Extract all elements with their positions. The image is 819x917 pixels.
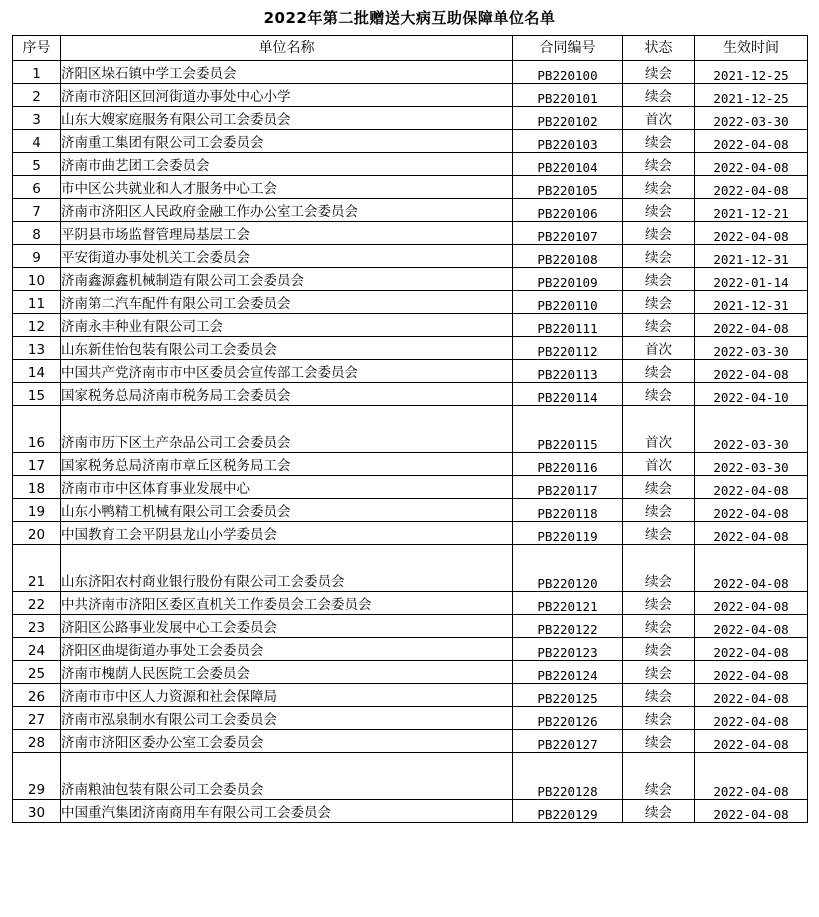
cell-name: 山东大嫂家庭服务有限公司工会委员会	[61, 107, 513, 130]
cell-code: PB220118	[513, 499, 623, 522]
cell-index: 30	[13, 800, 61, 823]
table-row	[13, 314, 808, 337]
cell-status: 续会	[623, 707, 695, 730]
cell-code: PB220103	[513, 130, 623, 153]
cell-status: 续会	[623, 153, 695, 176]
cell-name: 国家税务总局济南市税务局工会委员会	[61, 383, 513, 406]
cell-status: 续会	[623, 753, 695, 800]
cell-status: 续会	[623, 800, 695, 823]
cell-index: 8	[13, 222, 61, 245]
cell-code: PB220123	[513, 638, 623, 661]
table-row	[13, 476, 808, 499]
cell-name: 平安街道办事处机关工会委员会	[61, 245, 513, 268]
cell-index: 11	[13, 291, 61, 314]
table-row	[13, 84, 808, 107]
table-row	[13, 522, 808, 545]
cell-code: PB220111	[513, 314, 623, 337]
cell-date: 2022-04-08	[695, 499, 808, 522]
table-row	[13, 199, 808, 222]
cell-code: PB220101	[513, 84, 623, 107]
cell-date: 2022-04-08	[695, 360, 808, 383]
cell-code: PB220115	[513, 406, 623, 453]
cell-code: PB220126	[513, 707, 623, 730]
cell-name: 中国共产党济南市市中区委员会宣传部工会委员会	[61, 360, 513, 383]
table-row	[13, 638, 808, 661]
table-row	[13, 130, 808, 153]
cell-code: PB220114	[513, 383, 623, 406]
cell-date: 2022-04-08	[695, 522, 808, 545]
cell-date: 2022-01-14	[695, 268, 808, 291]
cell-date: 2022-04-08	[695, 661, 808, 684]
cell-status: 首次	[623, 453, 695, 476]
table-row	[13, 268, 808, 291]
cell-name: 济南市市中区人力资源和社会保障局	[61, 684, 513, 707]
cell-index: 23	[13, 615, 61, 638]
cell-date: 2022-04-08	[695, 753, 808, 800]
cell-code: PB220129	[513, 800, 623, 823]
cell-date: 2022-04-10	[695, 383, 808, 406]
cell-index: 13	[13, 337, 61, 360]
page-title: 2022年第二批赠送大病互助保障单位名单	[263, 9, 556, 27]
cell-status: 续会	[623, 661, 695, 684]
cell-date: 2022-04-08	[695, 314, 808, 337]
cell-name: 山东济阳农村商业银行股份有限公司工会委员会	[61, 545, 513, 592]
cell-code: PB220112	[513, 337, 623, 360]
cell-date: 2021-12-31	[695, 291, 808, 314]
cell-index: 4	[13, 130, 61, 153]
cell-index: 25	[13, 661, 61, 684]
column-header-status: 状态	[623, 36, 695, 61]
table-row	[13, 800, 808, 823]
cell-index: 29	[13, 753, 61, 800]
cell-name: 济阳区曲堤街道办事处工会委员会	[61, 638, 513, 661]
column-header-index: 序号	[13, 36, 61, 61]
cell-status: 续会	[623, 499, 695, 522]
cell-index: 21	[13, 545, 61, 592]
cell-name: 市中区公共就业和人才服务中心工会	[61, 176, 513, 199]
cell-index: 2	[13, 84, 61, 107]
cell-status: 续会	[623, 522, 695, 545]
cell-name: 济南市济阳区人民政府金融工作办公室工会委员会	[61, 199, 513, 222]
column-header-date: 生效时间	[695, 36, 808, 61]
cell-code: PB220122	[513, 615, 623, 638]
cell-name: 平阴县市场监督管理局基层工会	[61, 222, 513, 245]
cell-index: 14	[13, 360, 61, 383]
cell-code: PB220120	[513, 545, 623, 592]
cell-date: 2022-04-08	[695, 592, 808, 615]
cell-name: 济南鑫源鑫机械制造有限公司工会委员会	[61, 268, 513, 291]
cell-status: 首次	[623, 337, 695, 360]
cell-date: 2022-04-08	[695, 222, 808, 245]
table-row	[13, 291, 808, 314]
cell-status: 首次	[623, 406, 695, 453]
table-row	[13, 730, 808, 753]
cell-code: PB220105	[513, 176, 623, 199]
cell-name: 济南市历下区土产杂品公司工会委员会	[61, 406, 513, 453]
cell-index: 10	[13, 268, 61, 291]
cell-date: 2022-04-08	[695, 615, 808, 638]
cell-index: 9	[13, 245, 61, 268]
cell-date: 2021-12-21	[695, 199, 808, 222]
cell-date: 2022-04-08	[695, 130, 808, 153]
cell-name: 济南市市中区体育事业发展中心	[61, 476, 513, 499]
table-row	[13, 61, 808, 84]
cell-index: 7	[13, 199, 61, 222]
table-row	[13, 453, 808, 476]
cell-name: 济南永丰种业有限公司工会	[61, 314, 513, 337]
table-row	[13, 383, 808, 406]
table-row	[13, 360, 808, 383]
table-row	[13, 245, 808, 268]
table-row	[13, 592, 808, 615]
cell-name: 济南市济阳区回河街道办事处中心小学	[61, 84, 513, 107]
cell-index: 27	[13, 707, 61, 730]
cell-index: 18	[13, 476, 61, 499]
cell-code: PB220109	[513, 268, 623, 291]
cell-status: 续会	[623, 314, 695, 337]
cell-code: PB220108	[513, 245, 623, 268]
cell-index: 20	[13, 522, 61, 545]
cell-status: 续会	[623, 615, 695, 638]
cell-name: 济阳区垛石镇中学工会委员会	[61, 61, 513, 84]
cell-name: 山东小鸭精工机械有限公司工会委员会	[61, 499, 513, 522]
table-row	[13, 222, 808, 245]
table-row	[13, 107, 808, 130]
cell-date: 2021-12-31	[695, 245, 808, 268]
cell-status: 续会	[623, 199, 695, 222]
cell-code: PB220110	[513, 291, 623, 314]
cell-status: 续会	[623, 545, 695, 592]
cell-status: 续会	[623, 383, 695, 406]
cell-status: 续会	[623, 84, 695, 107]
cell-name: 中共济南市济阳区委区直机关工作委员会工会委员会	[61, 592, 513, 615]
cell-code: PB220117	[513, 476, 623, 499]
table-row	[13, 545, 808, 592]
cell-name: 济阳区公路事业发展中心工会委员会	[61, 615, 513, 638]
cell-code: PB220113	[513, 360, 623, 383]
column-header-code: 合同编号	[513, 36, 623, 61]
cell-code: PB220100	[513, 61, 623, 84]
table-row	[13, 753, 808, 800]
cell-code: PB220124	[513, 661, 623, 684]
cell-date: 2021-12-25	[695, 84, 808, 107]
cell-name: 济南市泓泉制水有限公司工会委员会	[61, 707, 513, 730]
cell-code: PB220116	[513, 453, 623, 476]
cell-index: 26	[13, 684, 61, 707]
cell-index: 22	[13, 592, 61, 615]
cell-date: 2022-04-08	[695, 176, 808, 199]
cell-status: 续会	[623, 730, 695, 753]
cell-date: 2021-12-25	[695, 61, 808, 84]
cell-status: 续会	[623, 176, 695, 199]
cell-index: 17	[13, 453, 61, 476]
cell-status: 续会	[623, 360, 695, 383]
cell-name: 济南市济阳区委办公室工会委员会	[61, 730, 513, 753]
cell-status: 续会	[623, 476, 695, 499]
cell-date: 2022-04-08	[695, 800, 808, 823]
column-header-name: 单位名称	[61, 36, 513, 61]
cell-code: PB220125	[513, 684, 623, 707]
cell-date: 2022-03-30	[695, 107, 808, 130]
cell-name: 济南粮油包装有限公司工会委员会	[61, 753, 513, 800]
table-header-row	[13, 36, 808, 61]
cell-name: 山东新佳怡包装有限公司工会委员会	[61, 337, 513, 360]
cell-status: 续会	[623, 222, 695, 245]
cell-date: 2022-04-08	[695, 476, 808, 499]
cell-date: 2022-03-30	[695, 453, 808, 476]
cell-status: 续会	[623, 245, 695, 268]
cell-status: 续会	[623, 291, 695, 314]
cell-date: 2022-04-08	[695, 638, 808, 661]
table-row	[13, 707, 808, 730]
cell-index: 1	[13, 61, 61, 84]
cell-index: 5	[13, 153, 61, 176]
roster-table	[12, 35, 808, 823]
table-row	[13, 684, 808, 707]
table-body	[13, 61, 808, 823]
cell-code: PB220121	[513, 592, 623, 615]
cell-name: 国家税务总局济南市章丘区税务局工会	[61, 453, 513, 476]
cell-index: 19	[13, 499, 61, 522]
cell-status: 续会	[623, 592, 695, 615]
cell-name: 济南市槐荫人民医院工会委员会	[61, 661, 513, 684]
cell-date: 2022-04-08	[695, 730, 808, 753]
cell-index: 12	[13, 314, 61, 337]
table-row	[13, 499, 808, 522]
cell-status: 续会	[623, 61, 695, 84]
cell-index: 6	[13, 176, 61, 199]
cell-name: 中国教育工会平阴县龙山小学委员会	[61, 522, 513, 545]
cell-index: 24	[13, 638, 61, 661]
table-row	[13, 661, 808, 684]
cell-index: 3	[13, 107, 61, 130]
cell-date: 2022-04-08	[695, 153, 808, 176]
cell-code: PB220119	[513, 522, 623, 545]
table-row	[13, 406, 808, 453]
cell-status: 续会	[623, 684, 695, 707]
table-row	[13, 337, 808, 360]
cell-date: 2022-03-30	[695, 337, 808, 360]
cell-status: 续会	[623, 268, 695, 291]
cell-code: PB220107	[513, 222, 623, 245]
cell-code: PB220128	[513, 753, 623, 800]
table-row	[13, 615, 808, 638]
cell-code: PB220102	[513, 107, 623, 130]
cell-name: 济南重工集团有限公司工会委员会	[61, 130, 513, 153]
cell-status: 续会	[623, 638, 695, 661]
cell-date: 2022-03-30	[695, 406, 808, 453]
cell-status: 续会	[623, 130, 695, 153]
cell-code: PB220127	[513, 730, 623, 753]
cell-name: 济南第二汽车配件有限公司工会委员会	[61, 291, 513, 314]
cell-status: 首次	[623, 107, 695, 130]
cell-code: PB220104	[513, 153, 623, 176]
table-row	[13, 176, 808, 199]
table-row	[13, 153, 808, 176]
cell-name: 中国重汽集团济南商用车有限公司工会委员会	[61, 800, 513, 823]
cell-name: 济南市曲艺团工会委员会	[61, 153, 513, 176]
cell-index: 28	[13, 730, 61, 753]
cell-date: 2022-04-08	[695, 707, 808, 730]
cell-index: 16	[13, 406, 61, 453]
cell-date: 2022-04-08	[695, 545, 808, 592]
cell-date: 2022-04-08	[695, 684, 808, 707]
cell-code: PB220106	[513, 199, 623, 222]
cell-index: 15	[13, 383, 61, 406]
